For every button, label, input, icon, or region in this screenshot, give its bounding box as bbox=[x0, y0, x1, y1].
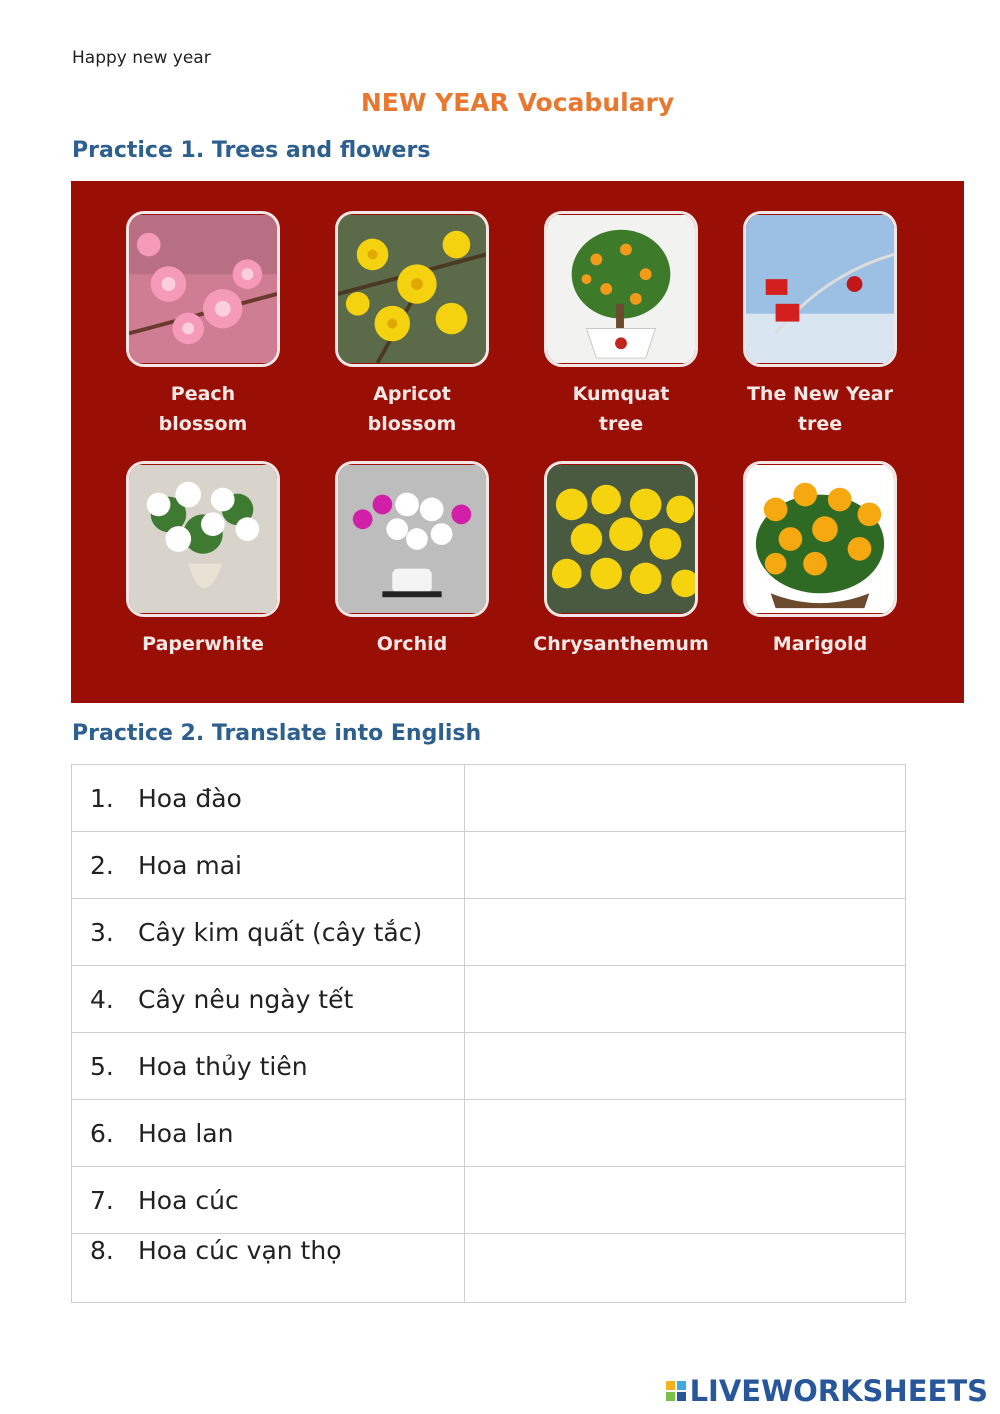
question-cell bbox=[72, 832, 465, 899]
practice2-heading: Practice 2. Translate into English bbox=[72, 721, 482, 746]
caption-apricot-blossom: Apricot blossom bbox=[367, 383, 457, 435]
question-cell bbox=[72, 1033, 465, 1100]
question-cell bbox=[72, 1100, 465, 1167]
table-row bbox=[72, 765, 906, 832]
row-number: 5. bbox=[90, 1051, 114, 1081]
vietnamese-term: Hoa mai bbox=[138, 850, 242, 880]
table-row bbox=[72, 899, 906, 966]
liveworksheets-logo[interactable] bbox=[666, 1374, 988, 1408]
peach-blossom-image bbox=[126, 211, 280, 367]
vietnamese-term: Hoa cúc vạn thọ bbox=[138, 1236, 342, 1265]
apricot-blossom-image bbox=[335, 211, 489, 367]
vietnamese-term: Hoa đào bbox=[138, 783, 242, 813]
table-row bbox=[72, 1100, 906, 1167]
row-number: 3. bbox=[90, 917, 114, 947]
question-cell bbox=[72, 899, 465, 966]
caption-kumquat-tree: Kumquat tree bbox=[572, 383, 670, 435]
vietnamese-term: Hoa lan bbox=[138, 1118, 234, 1148]
translation-table bbox=[71, 764, 906, 1303]
row-number: 4. bbox=[90, 984, 114, 1014]
practice1-heading: Practice 1. Trees and flowers bbox=[72, 138, 431, 163]
answer-cell[interactable] bbox=[465, 899, 906, 966]
new-year-tree-image bbox=[743, 211, 897, 367]
question-cell bbox=[72, 1167, 465, 1234]
logo-blocks-icon bbox=[666, 1381, 686, 1401]
flower-panel bbox=[71, 181, 964, 703]
table-row bbox=[72, 966, 906, 1033]
page-title: NEW YEAR Vocabulary bbox=[360, 88, 675, 117]
paperwhite-image bbox=[126, 461, 280, 617]
caption-peach-blossom: Peach blossom bbox=[158, 383, 248, 435]
row-number: 7. bbox=[90, 1185, 114, 1215]
answer-cell[interactable] bbox=[465, 966, 906, 1033]
vietnamese-term: Hoa thủy tiên bbox=[138, 1051, 308, 1081]
header-text: Happy new year bbox=[72, 48, 211, 68]
vietnamese-term: Cây kim quất (cây tắc) bbox=[138, 917, 423, 947]
table-row bbox=[72, 1234, 906, 1303]
answer-cell[interactable] bbox=[465, 832, 906, 899]
marigold-image bbox=[743, 461, 897, 617]
table-row bbox=[72, 1167, 906, 1234]
table-row bbox=[72, 1033, 906, 1100]
row-number: 1. bbox=[90, 783, 114, 813]
answer-cell[interactable] bbox=[465, 1234, 906, 1303]
caption-chrysanthemum: Chrysanthemum bbox=[533, 633, 709, 655]
caption-marigold: Marigold bbox=[772, 633, 868, 655]
row-number: 8. bbox=[90, 1236, 114, 1265]
question-cell bbox=[72, 966, 465, 1033]
row-number: 2. bbox=[90, 850, 114, 880]
caption-orchid: Orchid bbox=[376, 633, 448, 655]
answer-cell[interactable] bbox=[465, 1100, 906, 1167]
chrysanthemum-image bbox=[544, 461, 698, 617]
answer-cell[interactable] bbox=[465, 1033, 906, 1100]
row-number: 6. bbox=[90, 1118, 114, 1148]
vietnamese-term: Cây nêu ngày tết bbox=[138, 984, 354, 1014]
orchid-image bbox=[335, 461, 489, 617]
answer-cell[interactable] bbox=[465, 765, 906, 832]
answer-cell[interactable] bbox=[465, 1167, 906, 1234]
kumquat-tree-image bbox=[544, 211, 698, 367]
vietnamese-term: Hoa cúc bbox=[138, 1185, 239, 1215]
question-cell bbox=[72, 765, 465, 832]
caption-new-year-tree: The New Year tree bbox=[746, 383, 894, 435]
question-cell bbox=[72, 1234, 465, 1303]
caption-paperwhite: Paperwhite bbox=[142, 633, 264, 655]
table-row bbox=[72, 832, 906, 899]
logo-text: LIVEWORKSHEETS bbox=[689, 1374, 988, 1408]
